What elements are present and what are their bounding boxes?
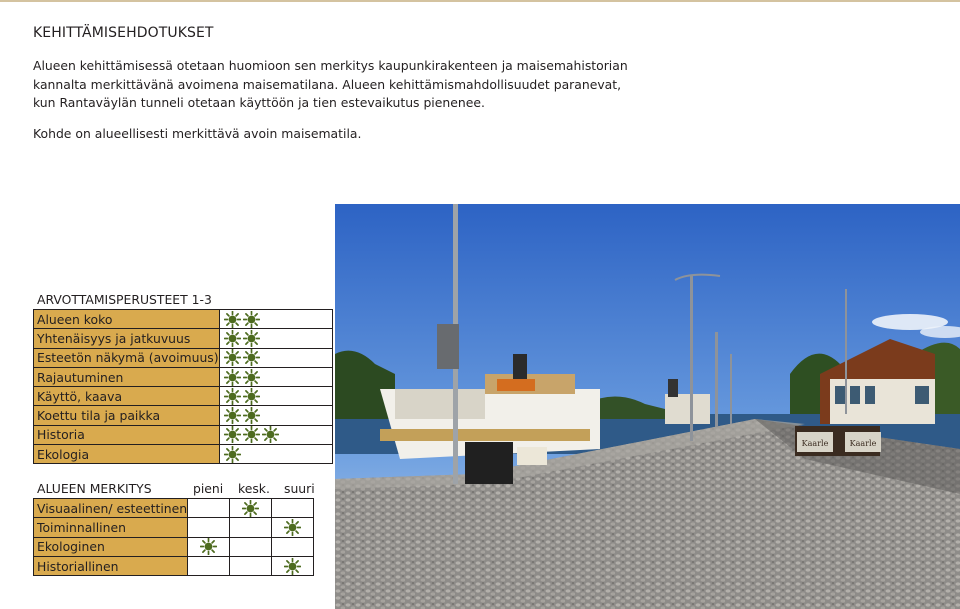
criteria-row xyxy=(34,329,333,348)
significance-label: Toiminnallinen xyxy=(34,518,188,537)
criteria-label: Käyttö, kaava xyxy=(34,387,220,406)
significance-title: ALUEEN MERKITYS xyxy=(37,481,152,496)
criteria-score xyxy=(219,310,332,329)
criteria-row xyxy=(34,387,333,406)
significance-level-cell xyxy=(188,499,230,518)
significance-row xyxy=(34,537,314,556)
significance-level-cell xyxy=(188,556,230,575)
sun-icon xyxy=(243,330,260,347)
sun-icon xyxy=(224,311,241,328)
sun-icon xyxy=(224,330,241,347)
criteria-label: Koettu tila ja paikka xyxy=(34,406,220,425)
sun-icon xyxy=(243,369,260,386)
sun-icon xyxy=(224,349,241,366)
sign-right-text: Kaarle xyxy=(849,439,877,448)
criteria-score xyxy=(219,348,332,367)
criteria-score xyxy=(219,387,332,406)
criteria-score xyxy=(219,329,332,348)
sun-icon xyxy=(243,349,260,366)
sun-icon xyxy=(224,446,241,463)
criteria-score xyxy=(219,406,332,425)
significance-level-cell xyxy=(272,499,314,518)
description-paragraph: Alueen kehittämisessä otetaan huomioon sen merkitys kaupunkirakenteen ja maisemahistorian kannalta merkittävänä avoimena maisematilana. Alueen kehittämismahdollisuudet paranevat, kun Rantaväylän tunneli otetaan käyttöön ja tien estevaikutus pienenee. xyxy=(33,58,628,110)
sun-icon xyxy=(284,519,301,536)
criteria-row xyxy=(34,348,333,367)
significance-label: Ekologinen xyxy=(34,537,188,556)
criteria-row xyxy=(34,367,333,386)
page-heading: KEHITTÄMISEHDOTUKSET xyxy=(33,25,214,41)
level-header-high: suuri xyxy=(284,481,315,496)
sun-icon xyxy=(200,538,217,555)
criteria-label: Alueen koko xyxy=(34,310,220,329)
significance-level-cell xyxy=(188,518,230,537)
top-rule xyxy=(0,0,960,2)
level-header-low: pieni xyxy=(193,481,224,496)
criteria-label: Esteetön näkymä (avoimuus) xyxy=(34,348,220,367)
criteria-score xyxy=(219,425,332,444)
criteria-score xyxy=(219,445,332,464)
criteria-label: Ekologia xyxy=(34,445,220,464)
sign-left-text: Kaarle xyxy=(801,439,829,448)
criteria-label: Yhtenäisyys ja jatkuvuus xyxy=(34,329,220,348)
significance-label: Visuaalinen/ esteettinen xyxy=(34,499,188,518)
criteria-row xyxy=(34,310,333,329)
significance-level-cell xyxy=(272,537,314,556)
significance-level-cell xyxy=(230,556,272,575)
significance-label: Historiallinen xyxy=(34,556,188,575)
significance-row xyxy=(34,518,314,537)
criteria-row xyxy=(34,406,333,425)
criteria-row xyxy=(34,445,333,464)
sun-icon xyxy=(243,426,260,443)
criteria-table xyxy=(33,309,333,464)
significance-level-cell xyxy=(272,556,314,575)
sun-icon xyxy=(243,388,260,405)
sun-icon xyxy=(224,407,241,424)
criteria-label: Rajautuminen xyxy=(34,367,220,386)
criteria-label: Historia xyxy=(34,425,220,444)
criteria-score xyxy=(219,367,332,386)
sun-icon xyxy=(224,426,241,443)
significance-level-cell xyxy=(230,518,272,537)
significance-level-cell xyxy=(272,518,314,537)
sun-icon xyxy=(262,426,279,443)
significance-row xyxy=(34,499,314,518)
criteria-title: ARVOTTAMISPERUSTEET 1-3 xyxy=(37,292,212,307)
significance-table xyxy=(33,498,314,576)
sun-icon xyxy=(224,388,241,405)
sun-icon xyxy=(243,407,260,424)
significance-level-cell xyxy=(188,537,230,556)
sun-icon xyxy=(243,311,260,328)
level-header-mid: kesk. xyxy=(238,481,270,496)
harbour-photo xyxy=(335,204,960,609)
significance-row xyxy=(34,556,314,575)
sun-icon xyxy=(224,369,241,386)
significance-level-cell xyxy=(230,499,272,518)
summary-paragraph: Kohde on alueellisesti merkittävä avoin maisematila. xyxy=(33,126,362,141)
sun-icon xyxy=(284,558,301,575)
sun-icon xyxy=(242,500,259,517)
significance-level-cell xyxy=(230,537,272,556)
criteria-row xyxy=(34,425,333,444)
